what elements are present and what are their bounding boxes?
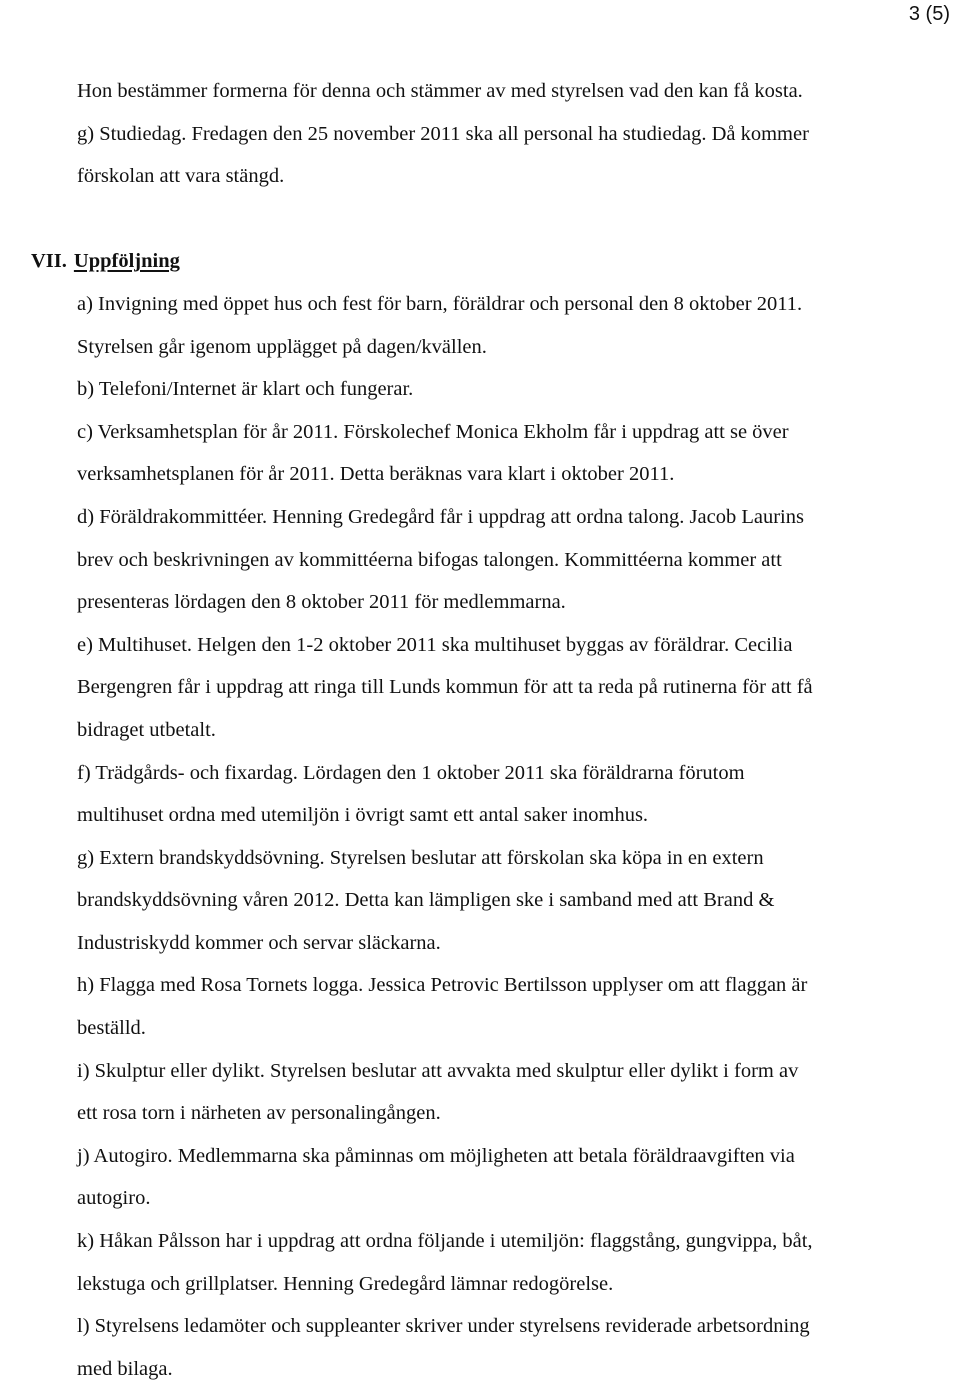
text-line: förskolan att vara stängd. (77, 165, 285, 188)
text-line: g) Studiedag. Fredagen den 25 november 2011 ska all personal ha studiedag. Då kommer (77, 122, 809, 145)
text-line: presenteras lördagen den 8 oktober 2011 för medlemmarna. (77, 591, 566, 614)
text-line: e) Multihuset. Helgen den 1-2 oktober 2011 ska multihuset byggas av föräldrar. Cecilia (77, 633, 793, 656)
text-line: brandskyddsövning våren 2012. Detta kan lämpligen ske i samband med att Brand & (77, 889, 775, 912)
text-line: ett rosa torn i närheten av personalingången. (77, 1102, 441, 1125)
text-line: i) Skulptur eller dylikt. Styrelsen beslutar att avvakta med skulptur eller dylikt i form av (77, 1059, 799, 1082)
text-line: lekstuga och grillplatser. Henning Gredegård lämnar redogörelse. (77, 1272, 614, 1295)
section-title: Uppföljning (73, 250, 180, 273)
text-line: g) Extern brandskyddsövning. Styrelsen beslutar att förskolan ska köpa in en extern (77, 846, 764, 869)
section-number: VII. (31, 250, 67, 273)
text-line: multihuset ordna med utemiljön i övrigt samt ett antal saker inomhus. (77, 804, 649, 827)
page-number: 3 (5) (908, 3, 950, 25)
text-line: k) Håkan Pålsson har i uppdrag att ordna följande i utemiljön: flaggstång, gungvippa, båt, (77, 1230, 813, 1253)
text-line: l) Styrelsens ledamöter och suppleanter skriver under styrelsens reviderade arbetsordning (77, 1315, 810, 1338)
text-line: Hon bestämmer formerna för denna och stämmer av med styrelsen vad den kan få kosta. (77, 80, 803, 102)
text-line: f) Trädgårds- och fixardag. Lördagen den 1 oktober 2011 ska föräldrarna förutom (77, 761, 745, 784)
text-line: verksamhetsplanen för år 2011. Detta beräknas vara klart i oktober 2011. (77, 463, 675, 486)
text-line: h) Flagga med Rosa Tornets logga. Jessica Petrovic Bertilsson upplyser om att flaggan är (77, 974, 808, 997)
document-body (31, 70, 959, 1390)
text-line: bidraget utbetalt. (77, 718, 216, 741)
text-line: beställd. (77, 1017, 146, 1040)
text-line: b) Telefoni/Internet är klart och fungerar. (77, 378, 414, 401)
text-line: med bilaga. (77, 1357, 173, 1380)
text-line: d) Föräldrakommittéer. Henning Gredegård får i uppdrag att ordna talong. Jacob Laurins (77, 505, 804, 528)
text-line: Industriskydd kommer och servar släckarna. (77, 931, 441, 954)
text-line: Styrelsen går igenom upplägget på dagen/kvällen. (77, 335, 487, 358)
text-line: j) Autogiro. Medlemmarna ska påminnas om möjligheten att betala föräldraavgiften via (77, 1144, 795, 1167)
section-heading (31, 240, 959, 283)
text-line: brev och beskrivningen av kommittéerna bifogas talongen. Kommittéerna kommer att (77, 548, 782, 571)
text-line: autogiro. (77, 1187, 151, 1210)
text-line: a) Invigning med öppet hus och fest för barn, föräldrar och personal den 8 oktober 2011. (77, 292, 803, 315)
paragraph-spacer (77, 198, 959, 241)
text-line: Bergengren får i uppdrag att ringa till Lunds kommun för att ta reda på rutinerna för att få (77, 676, 813, 699)
text-line: c) Verksamhetsplan för år 2011. Förskolechef Monica Ekholm får i uppdrag att se över (77, 420, 789, 443)
